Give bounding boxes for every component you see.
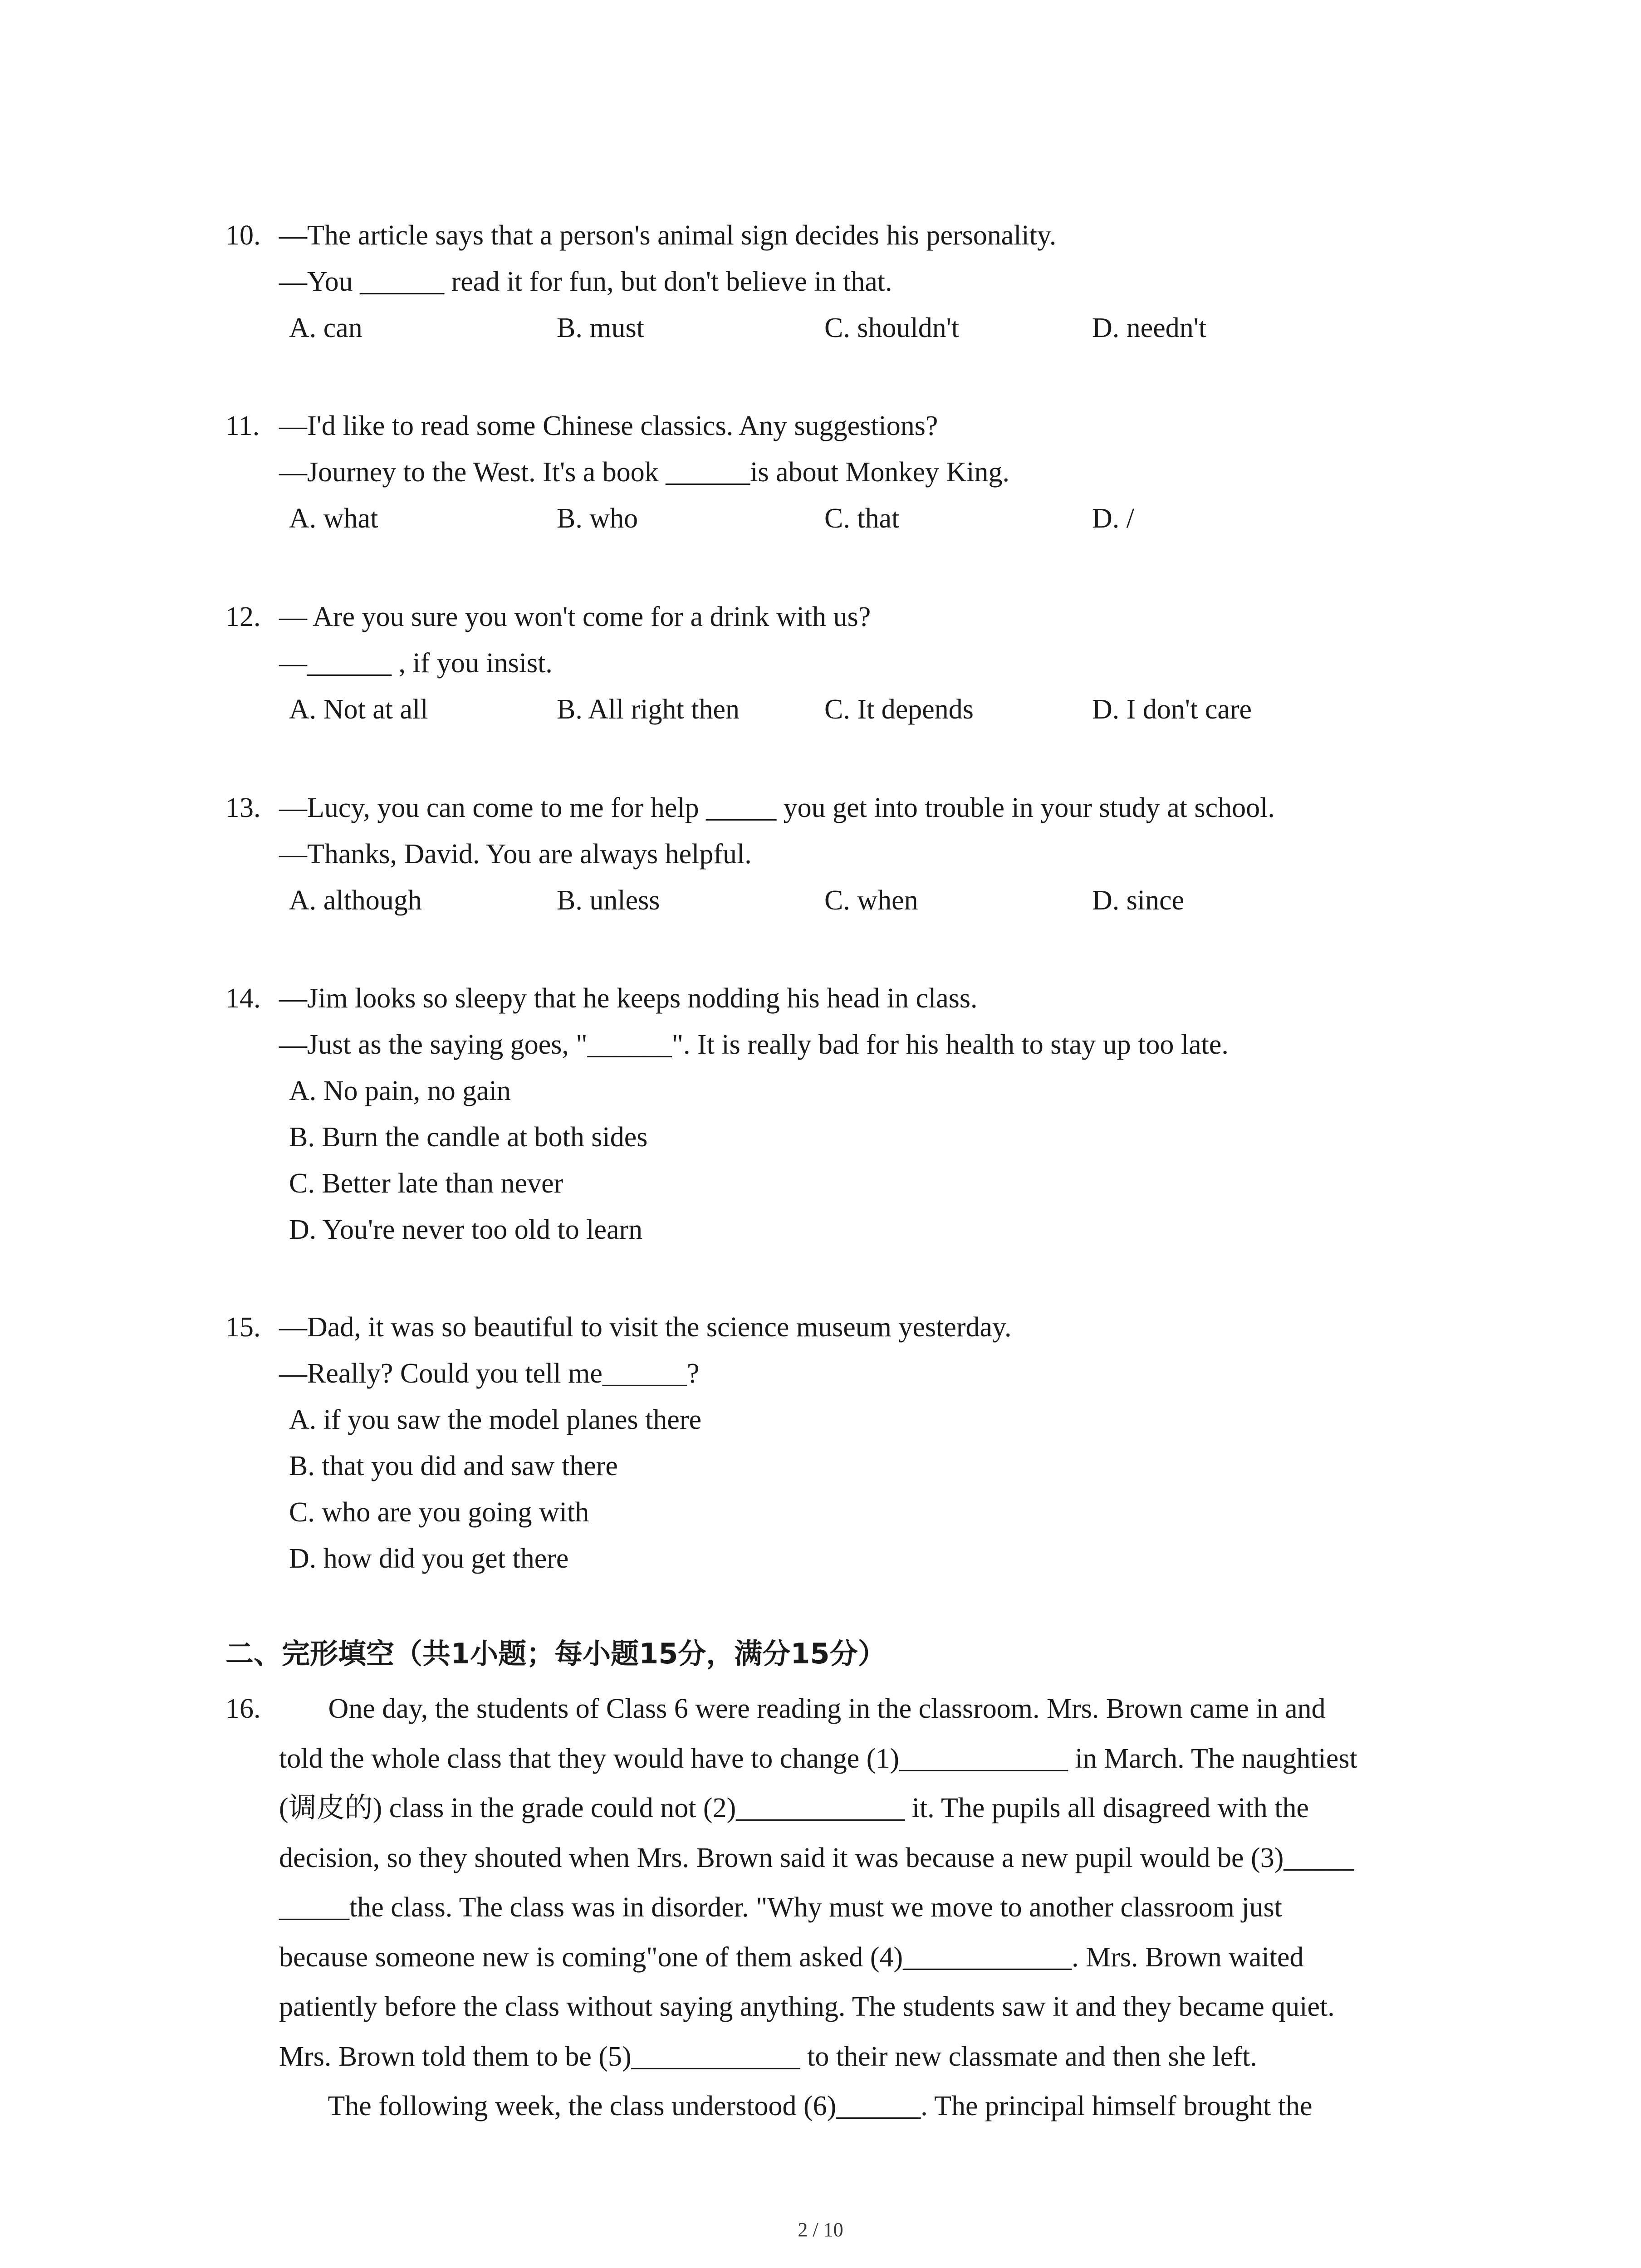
cloze-line: patiently before the class without saying anything. The students saw it and they became quiet. <box>279 1991 1335 2022</box>
option-a: A. Not at all <box>289 694 428 725</box>
cloze-line: because someone new is coming"one of them asked (4)____________. Mrs. Brown waited <box>279 1941 1304 1973</box>
option-d: D. needn't <box>1092 313 1207 343</box>
question-stem: —Jim looks so sleepy that he keeps nodding his head in class. <box>279 983 978 1014</box>
question-number: 14. <box>225 983 261 1014</box>
section-heading: 二、完形填空（共1小题；每小题15分，满分15分） <box>225 1637 886 1670</box>
option-d: D. You're never too old to learn <box>289 1214 643 1245</box>
question-line: —Really? Could you tell me______? <box>279 1358 700 1389</box>
option-d: D. I don't care <box>1092 694 1252 725</box>
question-line: —Thanks, David. You are always helpful. <box>279 839 752 870</box>
question-stem: —The article says that a person's animal sign decides his personality. <box>279 220 1057 251</box>
option-c: C. shouldn't <box>824 313 960 343</box>
cloze-line: The following week, the class understood (6)______. The principal himself brought the <box>279 2091 1313 2121</box>
question-number: 13. <box>225 792 261 823</box>
option-a: A. if you saw the model planes there <box>289 1404 702 1435</box>
page-indicator: 2 / 10 <box>798 2219 843 2241</box>
option-c: C. Better late than never <box>289 1168 563 1199</box>
question-13 <box>225 785 1473 924</box>
option-b: B. All right then <box>557 694 740 725</box>
cloze-passage <box>225 1684 1478 2131</box>
option-c: C. that <box>824 503 900 534</box>
option-a: A. No pain, no gain <box>289 1075 511 1106</box>
option-d: D. since <box>1092 885 1185 916</box>
cloze-line: Mrs. Brown told them to be (5)____________ to their new classmate and then she left. <box>279 2041 1257 2072</box>
question-number: 16. <box>225 1693 261 1724</box>
question-stem: —Lucy, you can come to me for help _____ you get into trouble in your study at school. <box>279 792 1275 823</box>
question-line: —You ______ read it for fun, but don't believe in that. <box>279 266 892 297</box>
question-number: 11. <box>225 411 260 441</box>
options-row <box>225 305 1473 351</box>
question-number: 12. <box>225 601 261 632</box>
question-stem: —Dad, it was so beautiful to visit the science museum yesterday. <box>279 1312 1012 1343</box>
option-c: C. when <box>824 885 918 916</box>
option-a: A. what <box>289 503 378 534</box>
question-15 <box>225 1304 1473 1582</box>
options-row <box>225 495 1473 542</box>
question-stem: —I'd like to read some Chinese classics. Any suggestions? <box>279 411 938 441</box>
options-row <box>225 877 1473 924</box>
options-row <box>225 686 1473 733</box>
option-d: D. how did you get there <box>289 1543 569 1574</box>
option-b: B. Burn the candle at both sides <box>289 1122 648 1153</box>
option-c: C. who are you going with <box>289 1497 589 1528</box>
cloze-line: told the whole class that they would have to change (1)____________ in March. The naughtiest <box>279 1743 1357 1774</box>
question-line: —Journey to the West. It's a book ______is about Monkey King. <box>279 457 1010 488</box>
question-14 <box>225 975 1473 1253</box>
question-10 <box>225 212 1473 351</box>
question-stem: — Are you sure you won't come for a drink with us? <box>279 601 871 632</box>
question-11 <box>225 403 1473 542</box>
question-12 <box>225 594 1473 733</box>
cloze-line: _____the class. The class was in disorder. "Why must we move to another classroom just <box>279 1892 1282 1923</box>
question-line: —______ , if you insist. <box>279 648 553 679</box>
cloze-line: One day, the students of Class 6 were reading in the classroom. Mrs. Brown came in and <box>279 1693 1326 1724</box>
option-a: A. can <box>289 313 362 343</box>
cloze-line: (调皮的) class in the grade could not (2)____________ it. The pupils all disagreed with the <box>279 1793 1309 1823</box>
option-b: B. unless <box>557 885 660 916</box>
option-b: B. must <box>557 313 644 343</box>
question-number: 10. <box>225 220 261 251</box>
option-a: A. although <box>289 885 422 916</box>
cloze-line: decision, so they shouted when Mrs. Brown said it was because a new pupil would be (3)_____ <box>279 1842 1354 1873</box>
question-line: —Just as the saying goes, "______". It is really bad for his health to stay up too late. <box>279 1029 1229 1060</box>
option-b: B. who <box>557 503 638 534</box>
option-d: D. / <box>1092 503 1134 534</box>
option-b: B. that you did and saw there <box>289 1451 618 1481</box>
option-c: C. It depends <box>824 694 974 725</box>
question-number: 15. <box>225 1312 261 1343</box>
